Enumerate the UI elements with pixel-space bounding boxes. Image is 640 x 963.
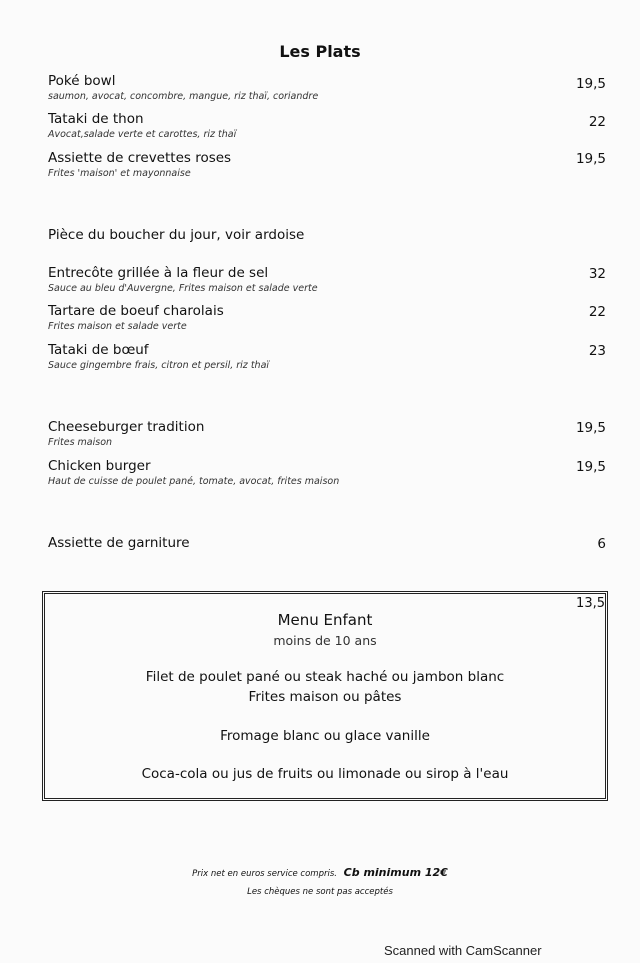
- item-price: 19,5: [575, 459, 606, 475]
- menu-item: [48, 341, 608, 373]
- item-price: 19,5: [575, 420, 606, 436]
- kids-menu-line: Filet de poulet pané ou steak haché ou jambon blanc: [145, 669, 505, 685]
- item-desc: Frites maison et salade verte: [48, 321, 187, 332]
- menu-item: [48, 302, 608, 334]
- kids-menu-price: 13,5: [576, 596, 605, 611]
- kids-menu-line: Coca-cola ou jus de fruits ou limonade ou sirop à l'eau: [141, 766, 509, 782]
- item-desc: Sauce gingembre frais, citron et persil, riz thaï: [48, 360, 270, 371]
- item-name: Tartare de boeuf charolais: [48, 303, 224, 319]
- menu-item: [48, 149, 608, 181]
- item-desc: Avocat,salade verte et carottes, riz thaï: [48, 129, 237, 140]
- item-desc: Frites maison: [48, 437, 113, 448]
- kids-menu-line: Frites maison ou pâtes: [248, 689, 402, 705]
- kids-menu-box: [42, 591, 608, 801]
- menu-item: [48, 418, 608, 450]
- item-desc: saumon, avocat, concombre, mangue, riz thaï, coriandre: [48, 91, 319, 102]
- item-name: Tataki de bœuf: [48, 342, 149, 358]
- item-name: Entrecôte grillée à la fleur de sel: [48, 265, 269, 281]
- price-note-text: Prix net en euros service compris.: [192, 869, 337, 879]
- cb-minimum: Cb minimum 12€: [343, 866, 448, 879]
- item-name: Poké bowl: [48, 73, 116, 89]
- menu-item: [48, 72, 608, 104]
- item-desc: Sauce au bleu d'Auvergne, Frites maison et salade verte: [48, 283, 318, 294]
- item-name: Assiette de garniture: [48, 535, 190, 551]
- kids-menu-title: Menu Enfant: [277, 611, 373, 629]
- item-name: Chicken burger: [48, 458, 151, 474]
- item-name: Cheeseburger tradition: [48, 419, 205, 435]
- page-title: Les Plats: [279, 42, 361, 61]
- item-price: 19,5: [575, 151, 606, 167]
- scanner-watermark: Scanned with CamScanner: [384, 943, 542, 958]
- menu-item: [48, 110, 608, 142]
- item-price: 22: [588, 304, 606, 320]
- item-name: Pièce du boucher du jour, voir ardoise: [48, 227, 305, 243]
- item-desc: Frites 'maison' et mayonnaise: [48, 168, 191, 179]
- item-price: 32: [588, 266, 606, 282]
- kids-menu-line: Fromage blanc ou glace vanille: [220, 728, 430, 744]
- item-price: 23: [588, 343, 606, 359]
- menu-item: [48, 457, 608, 489]
- menu-item: [48, 264, 608, 296]
- item-price: 22: [588, 114, 606, 130]
- item-name: Tataki de thon: [48, 111, 144, 127]
- price-note: [0, 866, 640, 879]
- item-desc: Haut de cuisse de poulet pané, tomate, avocat, frites maison: [48, 476, 340, 487]
- item-price: 19,5: [575, 76, 606, 92]
- item-name: Assiette de crevettes roses: [48, 150, 232, 166]
- menu-item: [48, 534, 608, 552]
- cheques-note: Les chèques ne sont pas acceptés: [247, 887, 393, 897]
- item-price: 6: [597, 536, 606, 552]
- menu-item: [48, 226, 608, 244]
- kids-menu-subtitle: moins de 10 ans: [273, 633, 377, 648]
